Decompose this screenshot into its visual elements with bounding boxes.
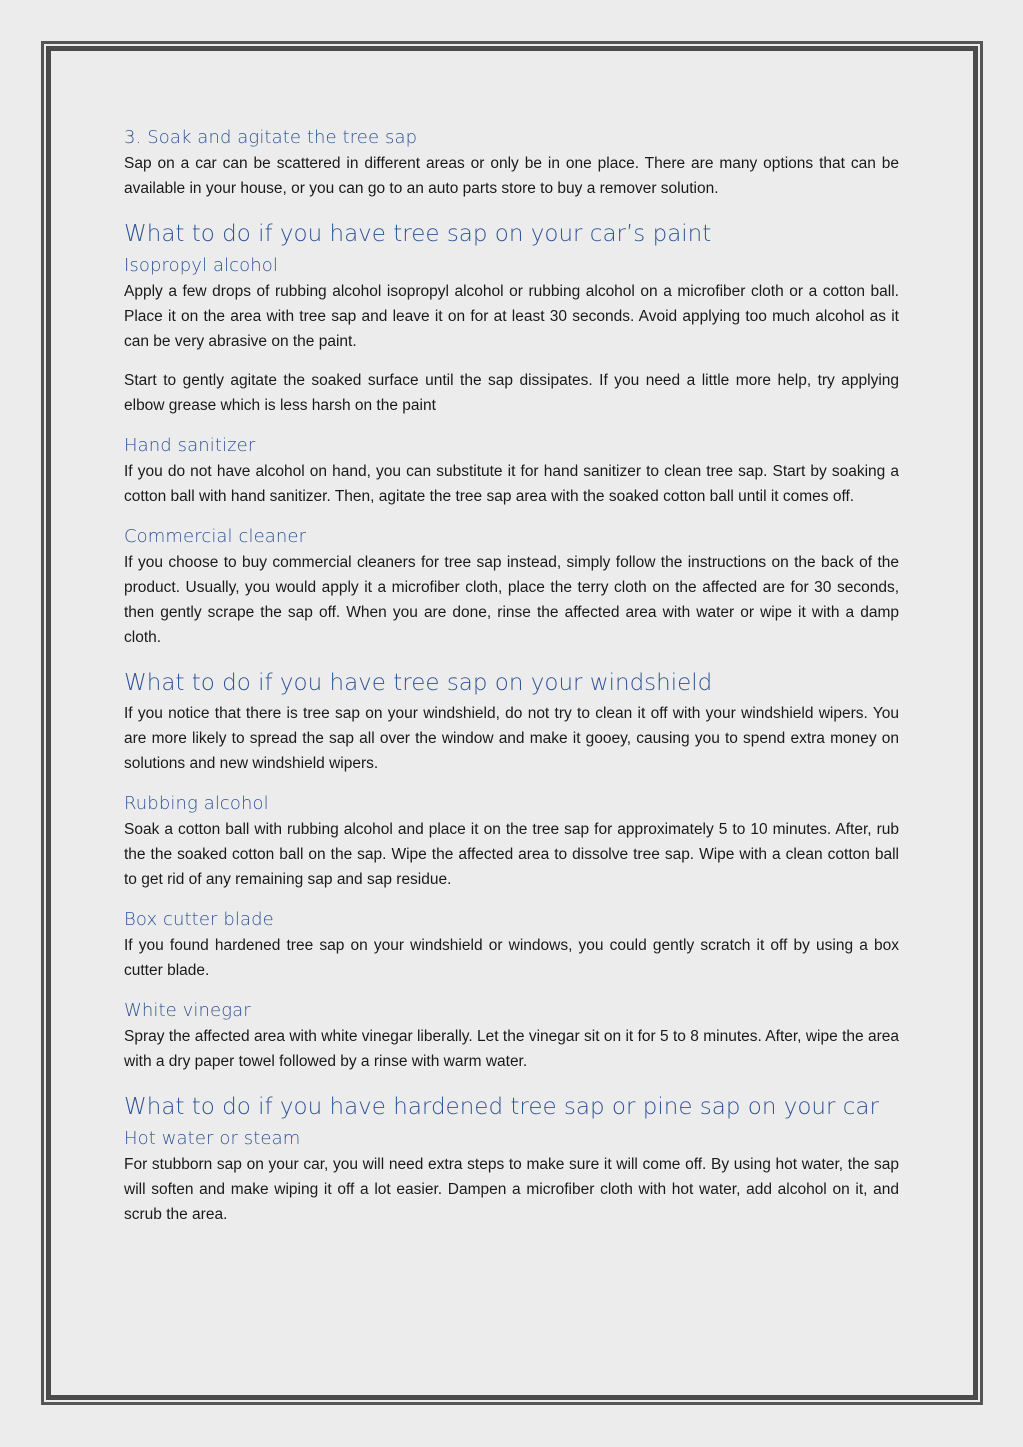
heading-white-vinegar: White vinegar: [124, 1000, 251, 1021]
heading-windshield: What to do if you have tree sap on your windshield: [124, 670, 713, 696]
heading-box-cutter-blade: Box cutter blade: [124, 909, 274, 930]
paragraph-white-vinegar: Spray the affected area with white vinegar liberally. Let the vinegar sit on it for 5 to 8 minutes. After, wipe the area with a dry paper towel followed by a rinse with warm water.: [124, 1028, 899, 1070]
document-body: [124, 124, 899, 1227]
paragraph-isopropyl-1: Apply a few drops of rubbing alcohol isopropyl alcohol or rubbing alcohol on a microfiber cloth or a cotton ball. Place it on the area with tree sap and leave it on for at least 30 seconds. Avoid applying too much alcohol as it can be very abrasive on the paint.: [124, 283, 899, 350]
paragraph-commercial-cleaner: If you choose to buy commercial cleaners for tree sap instead, simply follow the instructions on the back of the product. Usually, you would apply it a microfiber cloth, place the terry cloth on the affected are for 30 seconds, then gently scrape the sap off. When you are done, rinse the affected area with water or wipe it with a damp cloth.: [124, 554, 899, 646]
paragraph-hand-sanitizer: If you do not have alcohol on hand, you can substitute it for hand sanitizer to clean tree sap. Start by soaking a cotton ball with hand sanitizer. Then, agitate the tree sap area with the soaked cotton ball until it comes off.: [124, 463, 899, 505]
heading-rubbing-alcohol: Rubbing alcohol: [124, 793, 269, 814]
paragraph-box-cutter-blade: If you found hardened tree sap on your windshield or windows, you could gently scratch it off by using a box cutter blade.: [124, 937, 899, 979]
heading-soak-agitate: 3. Soak and agitate the tree sap: [124, 127, 418, 148]
heading-car-paint: What to do if you have tree sap on your car’s paint: [124, 221, 712, 247]
paragraph-rubbing-alcohol: Soak a cotton ball with rubbing alcohol and place it on the tree sap for approximately 5 to 10 minutes. After, rub the the soaked cotton ball on the sap. Wipe the affected area to dissolve tree sap. Wipe with a clean cotton ball to get rid of any remaining sap and sap residue.: [124, 821, 899, 888]
paragraph-windshield: If you notice that there is tree sap on your windshield, do not try to clean it off with your windshield wipers. You are more likely to spread the sap all over the window and make it gooey, causing you to spend extra money on solutions and new windshield wipers.: [124, 705, 899, 772]
paragraph-isopropyl-2: Start to gently agitate the soaked surface until the sap dissipates. If you need a little more help, try applying elbow grease which is less harsh on the paint: [124, 372, 899, 414]
paragraph-soak: Sap on a car can be scattered in different areas or only be in one place. There are many options that can be available in your house, or you can go to an auto parts store to buy a remover solution.: [124, 155, 899, 197]
heading-isopropyl-alcohol: Isopropyl alcohol: [124, 255, 279, 276]
heading-hand-sanitizer: Hand sanitizer: [124, 435, 256, 456]
heading-hardened-sap: What to do if you have hardened tree sap or pine sap on your car: [124, 1094, 879, 1120]
heading-commercial-cleaner: Commercial cleaner: [124, 526, 307, 547]
paragraph-hot-water-steam: For stubborn sap on your car, you will need extra steps to make sure it will come off. By using hot water, the sap will soften and make wiping it off a lot easier. Dampen a microfiber cloth with hot water, add alcohol on it, and scrub the area.: [124, 1156, 899, 1223]
heading-hot-water-steam: Hot water or steam: [124, 1128, 301, 1149]
